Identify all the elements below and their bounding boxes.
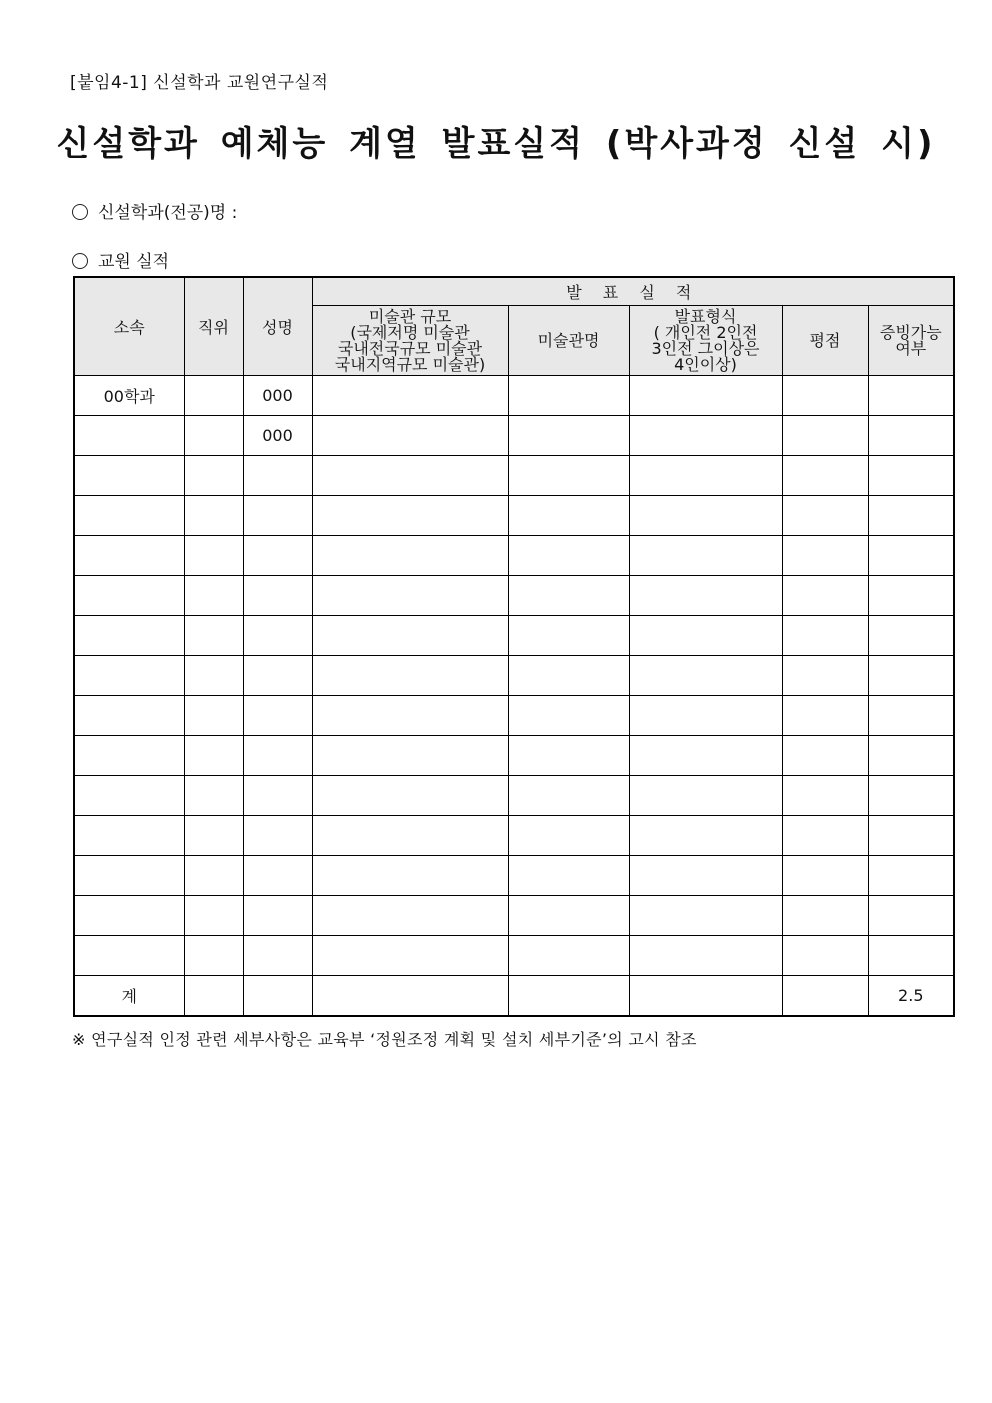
table-cell bbox=[508, 656, 629, 696]
table-cell bbox=[868, 736, 954, 776]
table-cell bbox=[312, 416, 508, 456]
table-cell bbox=[74, 776, 184, 816]
table-cell bbox=[184, 456, 243, 496]
table-cell bbox=[243, 496, 312, 536]
table-cell bbox=[782, 376, 868, 416]
table-cell bbox=[74, 456, 184, 496]
table-cell bbox=[629, 976, 782, 1017]
table-cell bbox=[782, 856, 868, 896]
header-position: 직위 bbox=[184, 277, 243, 376]
table-cell bbox=[782, 456, 868, 496]
table-cell bbox=[74, 696, 184, 736]
table-cell bbox=[629, 456, 782, 496]
department-label: 신설학과(전공)명 : bbox=[98, 203, 238, 223]
attachment-label: [붙임4-1] 신설학과 교원연구실적 bbox=[70, 73, 329, 93]
table-cell bbox=[868, 816, 954, 856]
table-cell bbox=[312, 736, 508, 776]
table-cell bbox=[629, 896, 782, 936]
circle-bullet-icon bbox=[72, 253, 88, 269]
table-cell bbox=[243, 776, 312, 816]
table-cell bbox=[312, 856, 508, 896]
header-gallery-name: 미술관명 bbox=[508, 306, 629, 376]
table-cell bbox=[508, 576, 629, 616]
table-cell bbox=[243, 456, 312, 496]
table-cell bbox=[184, 576, 243, 616]
table-cell bbox=[74, 896, 184, 936]
table-row bbox=[74, 936, 954, 976]
table-cell bbox=[74, 536, 184, 576]
table-cell bbox=[74, 496, 184, 536]
table-row bbox=[74, 576, 954, 616]
table-cell bbox=[312, 776, 508, 816]
table-cell bbox=[184, 616, 243, 656]
table-cell bbox=[74, 416, 184, 456]
table-cell bbox=[184, 776, 243, 816]
table-cell bbox=[868, 856, 954, 896]
table-cell bbox=[74, 656, 184, 696]
table-cell bbox=[312, 616, 508, 656]
table-cell bbox=[312, 896, 508, 936]
table-cell bbox=[184, 736, 243, 776]
table-cell bbox=[508, 496, 629, 536]
table-cell bbox=[184, 656, 243, 696]
table-row bbox=[74, 496, 954, 536]
table-cell bbox=[629, 376, 782, 416]
table-row bbox=[74, 896, 954, 936]
table-row bbox=[74, 776, 954, 816]
table-cell bbox=[312, 496, 508, 536]
table-cell bbox=[629, 936, 782, 976]
table-cell bbox=[243, 856, 312, 896]
table-cell bbox=[184, 976, 243, 1017]
table-cell bbox=[629, 856, 782, 896]
table-row bbox=[74, 696, 954, 736]
table-cell bbox=[184, 936, 243, 976]
table-cell bbox=[629, 496, 782, 536]
faculty-label: 교원 실적 bbox=[98, 252, 170, 272]
table-cell bbox=[782, 816, 868, 856]
table-row bbox=[74, 536, 954, 576]
table-cell bbox=[508, 776, 629, 816]
table-cell bbox=[629, 696, 782, 736]
table-cell bbox=[629, 416, 782, 456]
table-cell bbox=[312, 376, 508, 416]
table-cell bbox=[184, 416, 243, 456]
header-presentation-group: 발 표 실 적 bbox=[312, 277, 954, 306]
table-row bbox=[74, 656, 954, 696]
circle-bullet-icon bbox=[72, 204, 88, 220]
table-cell bbox=[782, 536, 868, 576]
table-cell bbox=[243, 696, 312, 736]
table-cell bbox=[868, 416, 954, 456]
table-cell bbox=[508, 816, 629, 856]
table-cell: 계 bbox=[74, 976, 184, 1017]
table-cell bbox=[868, 376, 954, 416]
table-cell bbox=[312, 536, 508, 576]
table-cell bbox=[868, 936, 954, 976]
table-cell bbox=[243, 616, 312, 656]
table-cell bbox=[74, 616, 184, 656]
table-cell bbox=[508, 376, 629, 416]
table-cell: 00학과 bbox=[74, 376, 184, 416]
table-cell bbox=[184, 496, 243, 536]
table-cell bbox=[868, 536, 954, 576]
table-cell bbox=[74, 856, 184, 896]
table-cell bbox=[312, 816, 508, 856]
table-cell bbox=[508, 416, 629, 456]
table-cell bbox=[868, 696, 954, 736]
table-cell bbox=[868, 616, 954, 656]
table-cell bbox=[508, 616, 629, 656]
header-format: 발표형식 ( 개인전 2인전 3인전 그이상은 4인이상) bbox=[629, 306, 782, 376]
header-name: 성명 bbox=[243, 277, 312, 376]
table-cell bbox=[508, 856, 629, 896]
total-row bbox=[74, 976, 954, 1017]
table-cell bbox=[782, 776, 868, 816]
header-gallery-scale: 미술관 규모 (국제저명 미술관 국내전국규모 미술관 국내지역규모 미술관) bbox=[312, 306, 508, 376]
faculty-line bbox=[72, 247, 169, 272]
table-cell bbox=[629, 776, 782, 816]
table-cell bbox=[508, 536, 629, 576]
footnote: ※ 연구실적 인정 관련 세부사항은 교육부 ‘정원조정 계획 및 설치 세부기준’의 고시 참조 bbox=[72, 1030, 697, 1049]
table-cell bbox=[184, 856, 243, 896]
table-cell bbox=[782, 976, 868, 1017]
table-cell bbox=[782, 936, 868, 976]
table-cell bbox=[782, 496, 868, 536]
table-cell bbox=[782, 576, 868, 616]
table-row bbox=[74, 456, 954, 496]
table-cell bbox=[184, 896, 243, 936]
table-cell bbox=[74, 936, 184, 976]
table-cell bbox=[629, 816, 782, 856]
table-cell: 000 bbox=[243, 376, 312, 416]
table-cell bbox=[312, 696, 508, 736]
table-row bbox=[74, 736, 954, 776]
table-cell bbox=[243, 936, 312, 976]
table-cell bbox=[74, 736, 184, 776]
table-row bbox=[74, 816, 954, 856]
table-cell bbox=[184, 696, 243, 736]
page-title: 신설학과 예체능 계열 발표실적 (박사과정 신설 시) bbox=[56, 124, 936, 164]
header-score: 평점 bbox=[782, 306, 868, 376]
table-cell bbox=[243, 536, 312, 576]
table-cell bbox=[312, 456, 508, 496]
table-cell bbox=[312, 656, 508, 696]
table-cell bbox=[243, 736, 312, 776]
table-row bbox=[74, 856, 954, 896]
table-cell bbox=[243, 576, 312, 616]
table-cell bbox=[782, 656, 868, 696]
table-cell bbox=[782, 736, 868, 776]
table-cell bbox=[184, 536, 243, 576]
table-cell bbox=[243, 656, 312, 696]
table-cell bbox=[74, 816, 184, 856]
table-cell bbox=[629, 536, 782, 576]
table-row bbox=[74, 616, 954, 656]
table-cell bbox=[629, 616, 782, 656]
table-cell: 2.5 bbox=[868, 976, 954, 1017]
table-cell bbox=[868, 776, 954, 816]
table-cell: 000 bbox=[243, 416, 312, 456]
table-cell bbox=[782, 696, 868, 736]
table-cell bbox=[74, 576, 184, 616]
table-cell bbox=[868, 896, 954, 936]
table-cell bbox=[782, 896, 868, 936]
table-cell bbox=[868, 576, 954, 616]
table-cell bbox=[629, 576, 782, 616]
table-cell bbox=[508, 976, 629, 1017]
table-row bbox=[74, 376, 954, 416]
table-cell bbox=[184, 816, 243, 856]
table-row bbox=[74, 416, 954, 456]
table-cell bbox=[184, 376, 243, 416]
table-cell bbox=[508, 896, 629, 936]
table-cell bbox=[868, 656, 954, 696]
header-affiliation: 소속 bbox=[74, 277, 184, 376]
department-line bbox=[72, 198, 237, 223]
table-cell bbox=[868, 496, 954, 536]
table-cell bbox=[508, 936, 629, 976]
table-cell bbox=[629, 656, 782, 696]
table-cell bbox=[782, 616, 868, 656]
table-cell bbox=[312, 936, 508, 976]
table-cell bbox=[243, 816, 312, 856]
table-cell bbox=[508, 696, 629, 736]
table-cell bbox=[868, 456, 954, 496]
table-cell bbox=[629, 736, 782, 776]
table-cell bbox=[312, 976, 508, 1017]
table-cell bbox=[508, 736, 629, 776]
table-cell bbox=[312, 576, 508, 616]
table-cell bbox=[782, 416, 868, 456]
table-cell bbox=[243, 976, 312, 1017]
performance-table bbox=[73, 276, 955, 1017]
table-cell bbox=[243, 896, 312, 936]
header-proof: 증빙가능 여부 bbox=[868, 306, 954, 376]
table-cell bbox=[508, 456, 629, 496]
